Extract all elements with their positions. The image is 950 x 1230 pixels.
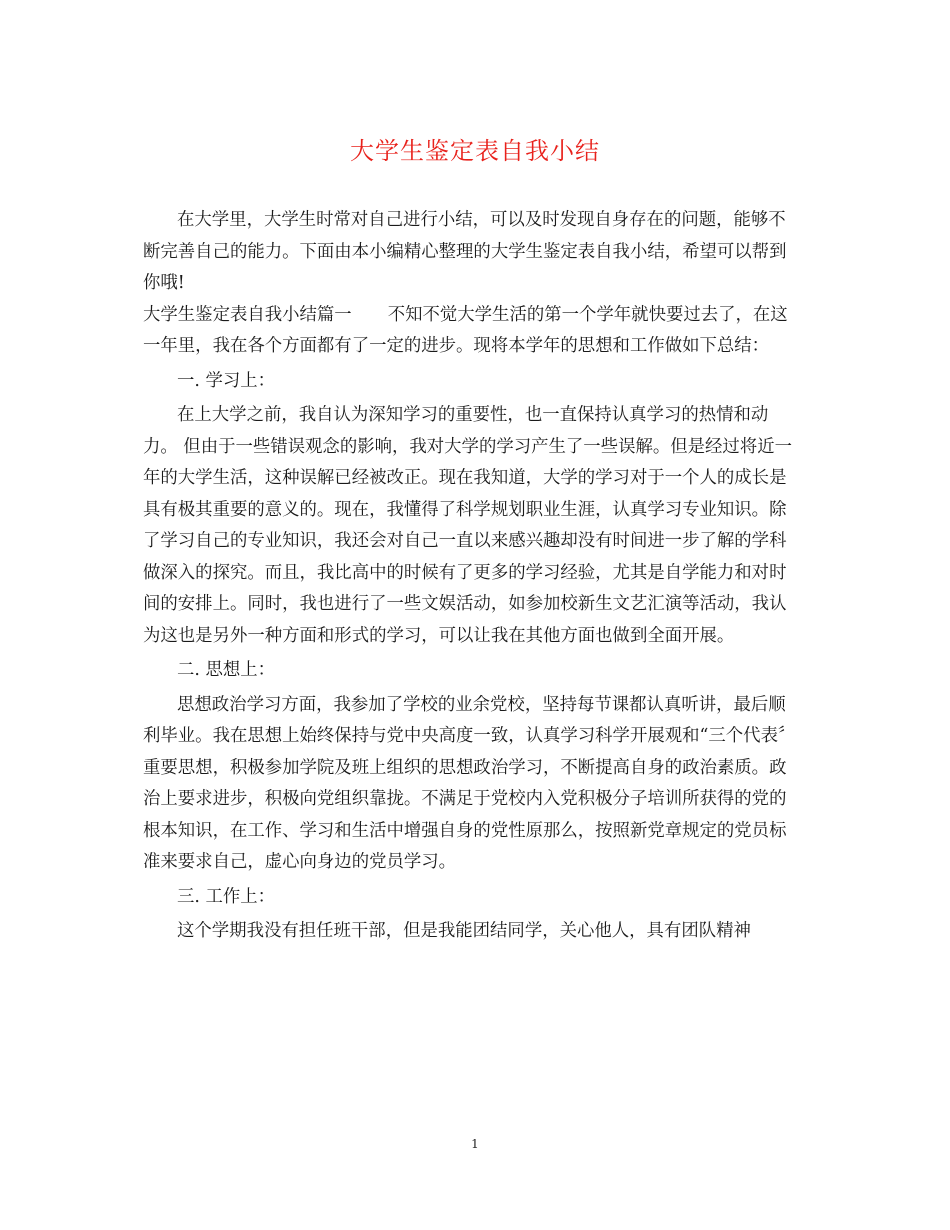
intro-paragraph: 在大学里，大学生时常对自己进行小结，可以及时发现自身存在的问题，能够不断完善自己的能力。下面由本小编精心整理的大学生鉴定表自我小结，希望可以帮到你哦! xyxy=(143,210,787,293)
heading-study: 一. 学习上： xyxy=(177,370,276,391)
document-body xyxy=(143,205,801,948)
document-title: 大学生鉴定表自我小结 xyxy=(350,137,600,165)
thought-paragraph: 思想政治学习方面，我参加了学校的业余党校，坚持每节课都认真听讲，最后顺利毕业。我在思想上始终保持与党中央高度一致，认真学习科学开展观和“三个代表〞重要思想，积极参加学院及班上组织的思想政治学习，不断提高自身的政治素质。政治上要求进步，积极向党组织靠拢。不满足于党校内入党积极分子培训所获得的党的根本知识，在工作、学习和生活中增强自身的党性原那么，按照新党章规定的党员标准来要求自己，虚心向身边的党员学习。 xyxy=(143,694,796,872)
work-paragraph: 这个学期我没有担任班干部，但是我能团结同学，关心他人，具有团队精神 xyxy=(177,921,751,941)
section-intro-paragraph xyxy=(143,300,801,363)
study-paragraph: 在上大学之前，我自认为深知学习的重要性，也一直保持认真学习的热情和动力。 但由于一些错误观念的影响，我对大学的学习产生了一些误解。但是经过将近一年的大学生活，这种误解已经被改正。现在我知道，大学的学习对于一个人的成长是具有极其重要的意义的。现在，我懂得了科学规划职业生涯，认真学习专业知识。除了学习自己的专业知识，我还会对自己一直以来感兴趣却没有时间进一步了解的学科做深入的探究。而且，我比高中的时候有了更多的学习经验，尤其是自学能力和对时间的安排上。同时，我也进行了一些文娱活动，如参加校新生文艺汇演等活动，我认为这也是另外一种方面和形式的学习，可以让我在其他方面也做到全面开展。 xyxy=(143,405,792,646)
heading-work: 三. 工作上： xyxy=(177,886,276,907)
page-number: 1 xyxy=(471,1137,479,1151)
section-text: 不知不觉大学生活的第一个学年就快要过去了，在这一年里，我在各个方面都有了一定的进步。现将本学年的思想和工作做如下总结： xyxy=(143,304,788,356)
section-label: 大学生鉴定表自我小结篇一 xyxy=(143,304,352,325)
heading-thought: 二. 思想上： xyxy=(177,660,276,680)
